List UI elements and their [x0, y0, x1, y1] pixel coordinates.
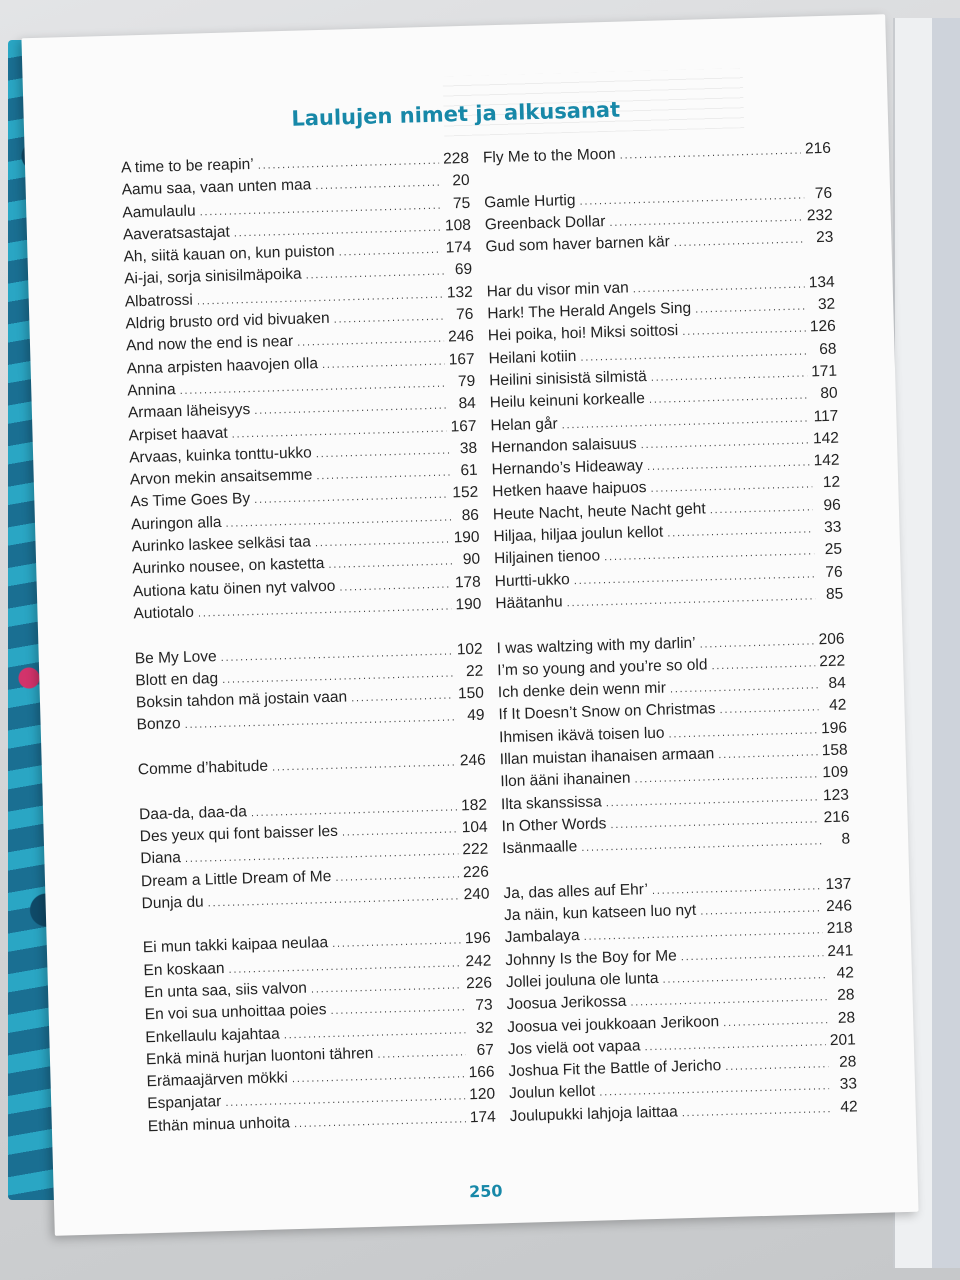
song-title: Armaan läheisyys	[127, 401, 251, 422]
dot-leader	[718, 741, 818, 766]
page-ref: 42	[840, 1098, 858, 1116]
page-ref: 246	[825, 897, 853, 916]
song-title: Erämaajärven mökki	[146, 1069, 289, 1091]
song-title: Heilani kotiin	[488, 347, 577, 368]
page-ref: 142	[812, 429, 840, 448]
page-ref: 232	[806, 206, 833, 225]
song-title: Hiljaa, hiljaa joulun kellot	[493, 523, 664, 546]
page-ref: 33	[823, 518, 842, 537]
page-ref: 132	[446, 283, 473, 302]
page-ref: 86	[461, 506, 480, 524]
song-title: Ja näin, kun katseen luo nyt	[503, 901, 697, 925]
song-title: Aldrig brusto ord vid bivuaken	[125, 309, 330, 333]
page-ref: 28	[837, 1008, 856, 1027]
song-title: Anna arpisten haavojen olla	[126, 354, 319, 378]
song-title: In Other Words	[501, 815, 607, 836]
song-title: Bonzo	[136, 715, 181, 734]
song-title: Aamulaulu	[122, 202, 196, 222]
page-ref: 32	[475, 1019, 494, 1037]
dot-leader	[339, 573, 451, 598]
song-title: Joulun kellot	[508, 1083, 596, 1103]
page-ref: 152	[452, 484, 479, 502]
song-title: Jambalaya	[504, 927, 580, 947]
song-title: Helan går	[490, 415, 558, 434]
page-ref: 182	[460, 796, 488, 814]
page-ref: 190	[455, 595, 482, 614]
dot-leader	[338, 239, 442, 264]
song-title: A time to be reapin’	[120, 155, 254, 177]
song-title: Daa-da, daa-da	[138, 802, 248, 823]
song-title: Hernandon salaisuus	[490, 435, 637, 457]
page-ref: 84	[458, 395, 477, 413]
page-ref: 73	[475, 996, 493, 1015]
song-title: Comme d’habitude	[137, 757, 269, 779]
song-title: Autiona katu öinen nyt valvoo	[132, 577, 336, 601]
page-ref: 174	[445, 239, 472, 257]
song-title: Joosua vei joukkoaan Jerikoon	[507, 1012, 720, 1036]
song-title: Autiotalo	[133, 603, 195, 623]
song-title: Ihmisen ikävä toisen luo	[498, 724, 665, 746]
dot-leader	[351, 685, 455, 710]
song-title: I was waltzing with my darlin’	[496, 634, 696, 657]
song-title: En voi sua unhoittaa poies	[144, 1001, 327, 1024]
dot-leader	[342, 818, 459, 844]
page-ref: 196	[820, 719, 848, 737]
song-title: Auringon alla	[130, 513, 222, 534]
page-ref: 228	[442, 149, 470, 168]
page-ref: 123	[822, 786, 850, 804]
page-ref: 96	[823, 496, 842, 514]
page-ref: 226	[465, 974, 493, 993]
page-ref: 126	[809, 318, 837, 336]
song-title: Häätanhu	[495, 593, 563, 613]
page-ref: 150	[457, 684, 485, 703]
song-title: Hetken haave haipuos	[492, 479, 647, 501]
page-ref: 109	[822, 763, 849, 782]
song-title: Hei poika, hoi! Miksi soittosi	[487, 322, 679, 345]
song-title: Joulupukki lahjoja laittaa	[509, 1103, 678, 1125]
dot-leader	[719, 697, 818, 722]
song-title: Hurtti-ukko	[494, 570, 570, 590]
page-ref: 68	[818, 340, 837, 358]
song-title: Gud som haver barnen kär	[485, 233, 670, 256]
dot-leader	[681, 1098, 830, 1124]
page-ref: 38	[459, 439, 478, 458]
song-title: Heilini sinisistä silmistä	[488, 367, 647, 390]
song-title: Arvon mekin ansaitsemme	[129, 466, 313, 489]
song-title: And now the end is near	[125, 333, 294, 355]
song-title: Gamle Hurtig	[483, 191, 576, 212]
song-title: Jollei jouluna ole lunta	[505, 969, 659, 992]
song-title: Joshua Fit the Battle of Jericho	[508, 1057, 722, 1081]
page-ref: 12	[822, 474, 841, 492]
page-ref: 241	[827, 942, 854, 960]
page-ref: 69	[454, 261, 473, 279]
page-ref: 120	[469, 1085, 496, 1104]
song-title: Ilta skanssissa	[500, 793, 603, 813]
dot-leader	[699, 630, 815, 656]
song-title: Ai-jai, sorja sinisilmäpoika	[123, 266, 302, 289]
dot-leader	[711, 652, 815, 677]
page-ref: 23	[815, 228, 834, 247]
page-ref: 85	[825, 585, 844, 603]
index-column-left	[121, 148, 496, 1138]
page-ref: 137	[825, 875, 852, 893]
page-ref: 167	[450, 417, 477, 436]
page-ref: 190	[453, 528, 480, 547]
page-ref: 22	[465, 662, 484, 680]
song-title: Annina	[127, 381, 176, 400]
page-ref: 49	[467, 707, 485, 725]
page-ref: 80	[820, 384, 838, 403]
song-title: Arpiset haavat	[128, 424, 228, 445]
page-ref: 240	[463, 885, 490, 904]
song-title: Ich denke dein wenn mir	[497, 679, 667, 702]
page-ref: 84	[828, 674, 847, 693]
song-title: Heilu keinuni korkealle	[489, 390, 646, 412]
song-title: Ilon ääni ihanainen	[500, 769, 631, 791]
page-ref: 102	[456, 640, 483, 658]
song-title: I’m so young and you’re so old	[497, 656, 708, 680]
song-title: Diana	[140, 849, 182, 868]
song-title: Joosua Jerikossa	[506, 993, 627, 1014]
song-title: Arvaas, kuinka tonttu-ukko	[128, 444, 313, 467]
page-ref: 218	[826, 919, 853, 938]
page-ref: 226	[462, 863, 490, 881]
page-ref: 117	[813, 407, 839, 425]
page-ref: 222	[462, 840, 489, 859]
song-title: If It Doesn’t Snow on Christmas	[498, 700, 716, 724]
dot-leader	[294, 1108, 466, 1135]
song-title: Dunja du	[141, 893, 204, 913]
index-column-right	[483, 138, 858, 1128]
song-title: Blott en dag	[135, 669, 219, 690]
page-ref: 20	[452, 172, 470, 190]
song-title: Aurinko laskee selkäsi taa	[131, 533, 312, 556]
page-ref: 196	[464, 929, 491, 948]
song-title: Albatrossi	[124, 291, 194, 311]
song-title: Des yeux qui font baisser les	[139, 822, 339, 846]
page-ref: 134	[808, 273, 835, 292]
page-ref: 8	[841, 830, 851, 848]
page-ref: 206	[818, 630, 845, 648]
song-title: Dream a Little Dream of Me	[140, 867, 332, 890]
page-ref: 246	[447, 328, 475, 346]
page-ref: 28	[838, 1053, 857, 1072]
page-ref: 61	[460, 461, 478, 480]
dot-leader	[709, 496, 813, 521]
page-ref: 75	[452, 194, 471, 212]
page-ref: 76	[814, 184, 833, 202]
page-ref: 33	[839, 1075, 858, 1094]
song-title: Enkä minä hurjan luontoni tähren	[145, 1044, 374, 1069]
page-ref: 166	[468, 1063, 495, 1082]
song-title: Enkellaulu kajahtaa	[145, 1025, 281, 1046]
dot-leader	[377, 1041, 466, 1066]
page-ref: 222	[819, 652, 846, 671]
page-ref: 79	[457, 372, 476, 391]
song-title: Har du visor min van	[486, 279, 630, 301]
song-title: Aaveratsastajat	[122, 223, 231, 244]
song-title: Hernando’s Hideaway	[491, 457, 644, 479]
page-ref: 104	[461, 818, 488, 837]
page-ref: 25	[824, 540, 843, 559]
page-ref: 90	[462, 551, 481, 569]
dot-leader	[695, 296, 808, 321]
song-title: Ei mun takki kaipaa neulaa	[142, 934, 329, 957]
page-title: Laulujen nimet ja alkusanat	[291, 97, 621, 131]
song-title: Be My Love	[134, 647, 217, 667]
song-title: Boksin tahdon mä jostain vaan	[135, 688, 348, 712]
song-title: En koskaan	[143, 959, 225, 979]
song-title: Aurinko nousee, on kastetta	[132, 555, 325, 578]
dot-leader	[723, 1009, 828, 1034]
page-ref: 171	[810, 362, 838, 381]
page-ref: 42	[836, 964, 855, 982]
song-title: As Time Goes By	[130, 490, 251, 511]
song-title: Espanjatar	[147, 1093, 222, 1113]
song-title: En unta saa, siis valvon	[143, 979, 308, 1002]
page-ref: 76	[825, 563, 843, 581]
page-ref: 42	[828, 696, 847, 715]
page-ref: 216	[823, 808, 850, 827]
song-title: Illan muistan ihanaisen armaan	[499, 745, 715, 769]
song-title: Jos vielä oot vapaa	[507, 1037, 641, 1058]
page-ref: 167	[448, 350, 475, 369]
song-title: Hiljainen tienoo	[493, 547, 601, 568]
song-title: Ja, das alles auf Ehr’	[503, 880, 649, 902]
page-ref: 32	[817, 295, 836, 314]
page-ref: 28	[837, 986, 855, 1005]
page-ref: 174	[469, 1108, 496, 1126]
page-ref: 216	[804, 139, 832, 158]
page-ref: 108	[444, 216, 472, 235]
page-ref: 242	[465, 952, 492, 970]
page-ref: 201	[829, 1031, 856, 1049]
song-title: Johnny Is the Boy for Me	[505, 947, 678, 969]
page-ref: 142	[813, 451, 840, 470]
song-title: Heute Nacht, heute Nacht geht	[492, 500, 706, 524]
song-title: Isänmaalle	[502, 838, 578, 858]
song-title: Greenback Dollar	[484, 212, 606, 234]
page-ref: 246	[459, 751, 487, 770]
song-title: Ah, siitä kauan on, kun puiston	[123, 242, 335, 266]
song-title: Aamu saa, vaan unten maa	[121, 176, 312, 199]
page-ref: 178	[454, 573, 482, 592]
book-page	[21, 14, 918, 1236]
song-title: Fly Me to the Moon	[482, 145, 616, 167]
song-title: Ethän minua unhoita	[147, 1113, 291, 1135]
page-ref: 158	[821, 741, 848, 760]
dot-leader	[673, 229, 805, 255]
dot-leader	[725, 1053, 829, 1078]
page-number: 250	[468, 1181, 503, 1202]
song-title: Hark! The Herald Angels Sing	[487, 299, 692, 323]
page-ref: 67	[476, 1041, 495, 1059]
page-ref: 76	[455, 305, 474, 324]
dot-leader	[333, 306, 445, 331]
